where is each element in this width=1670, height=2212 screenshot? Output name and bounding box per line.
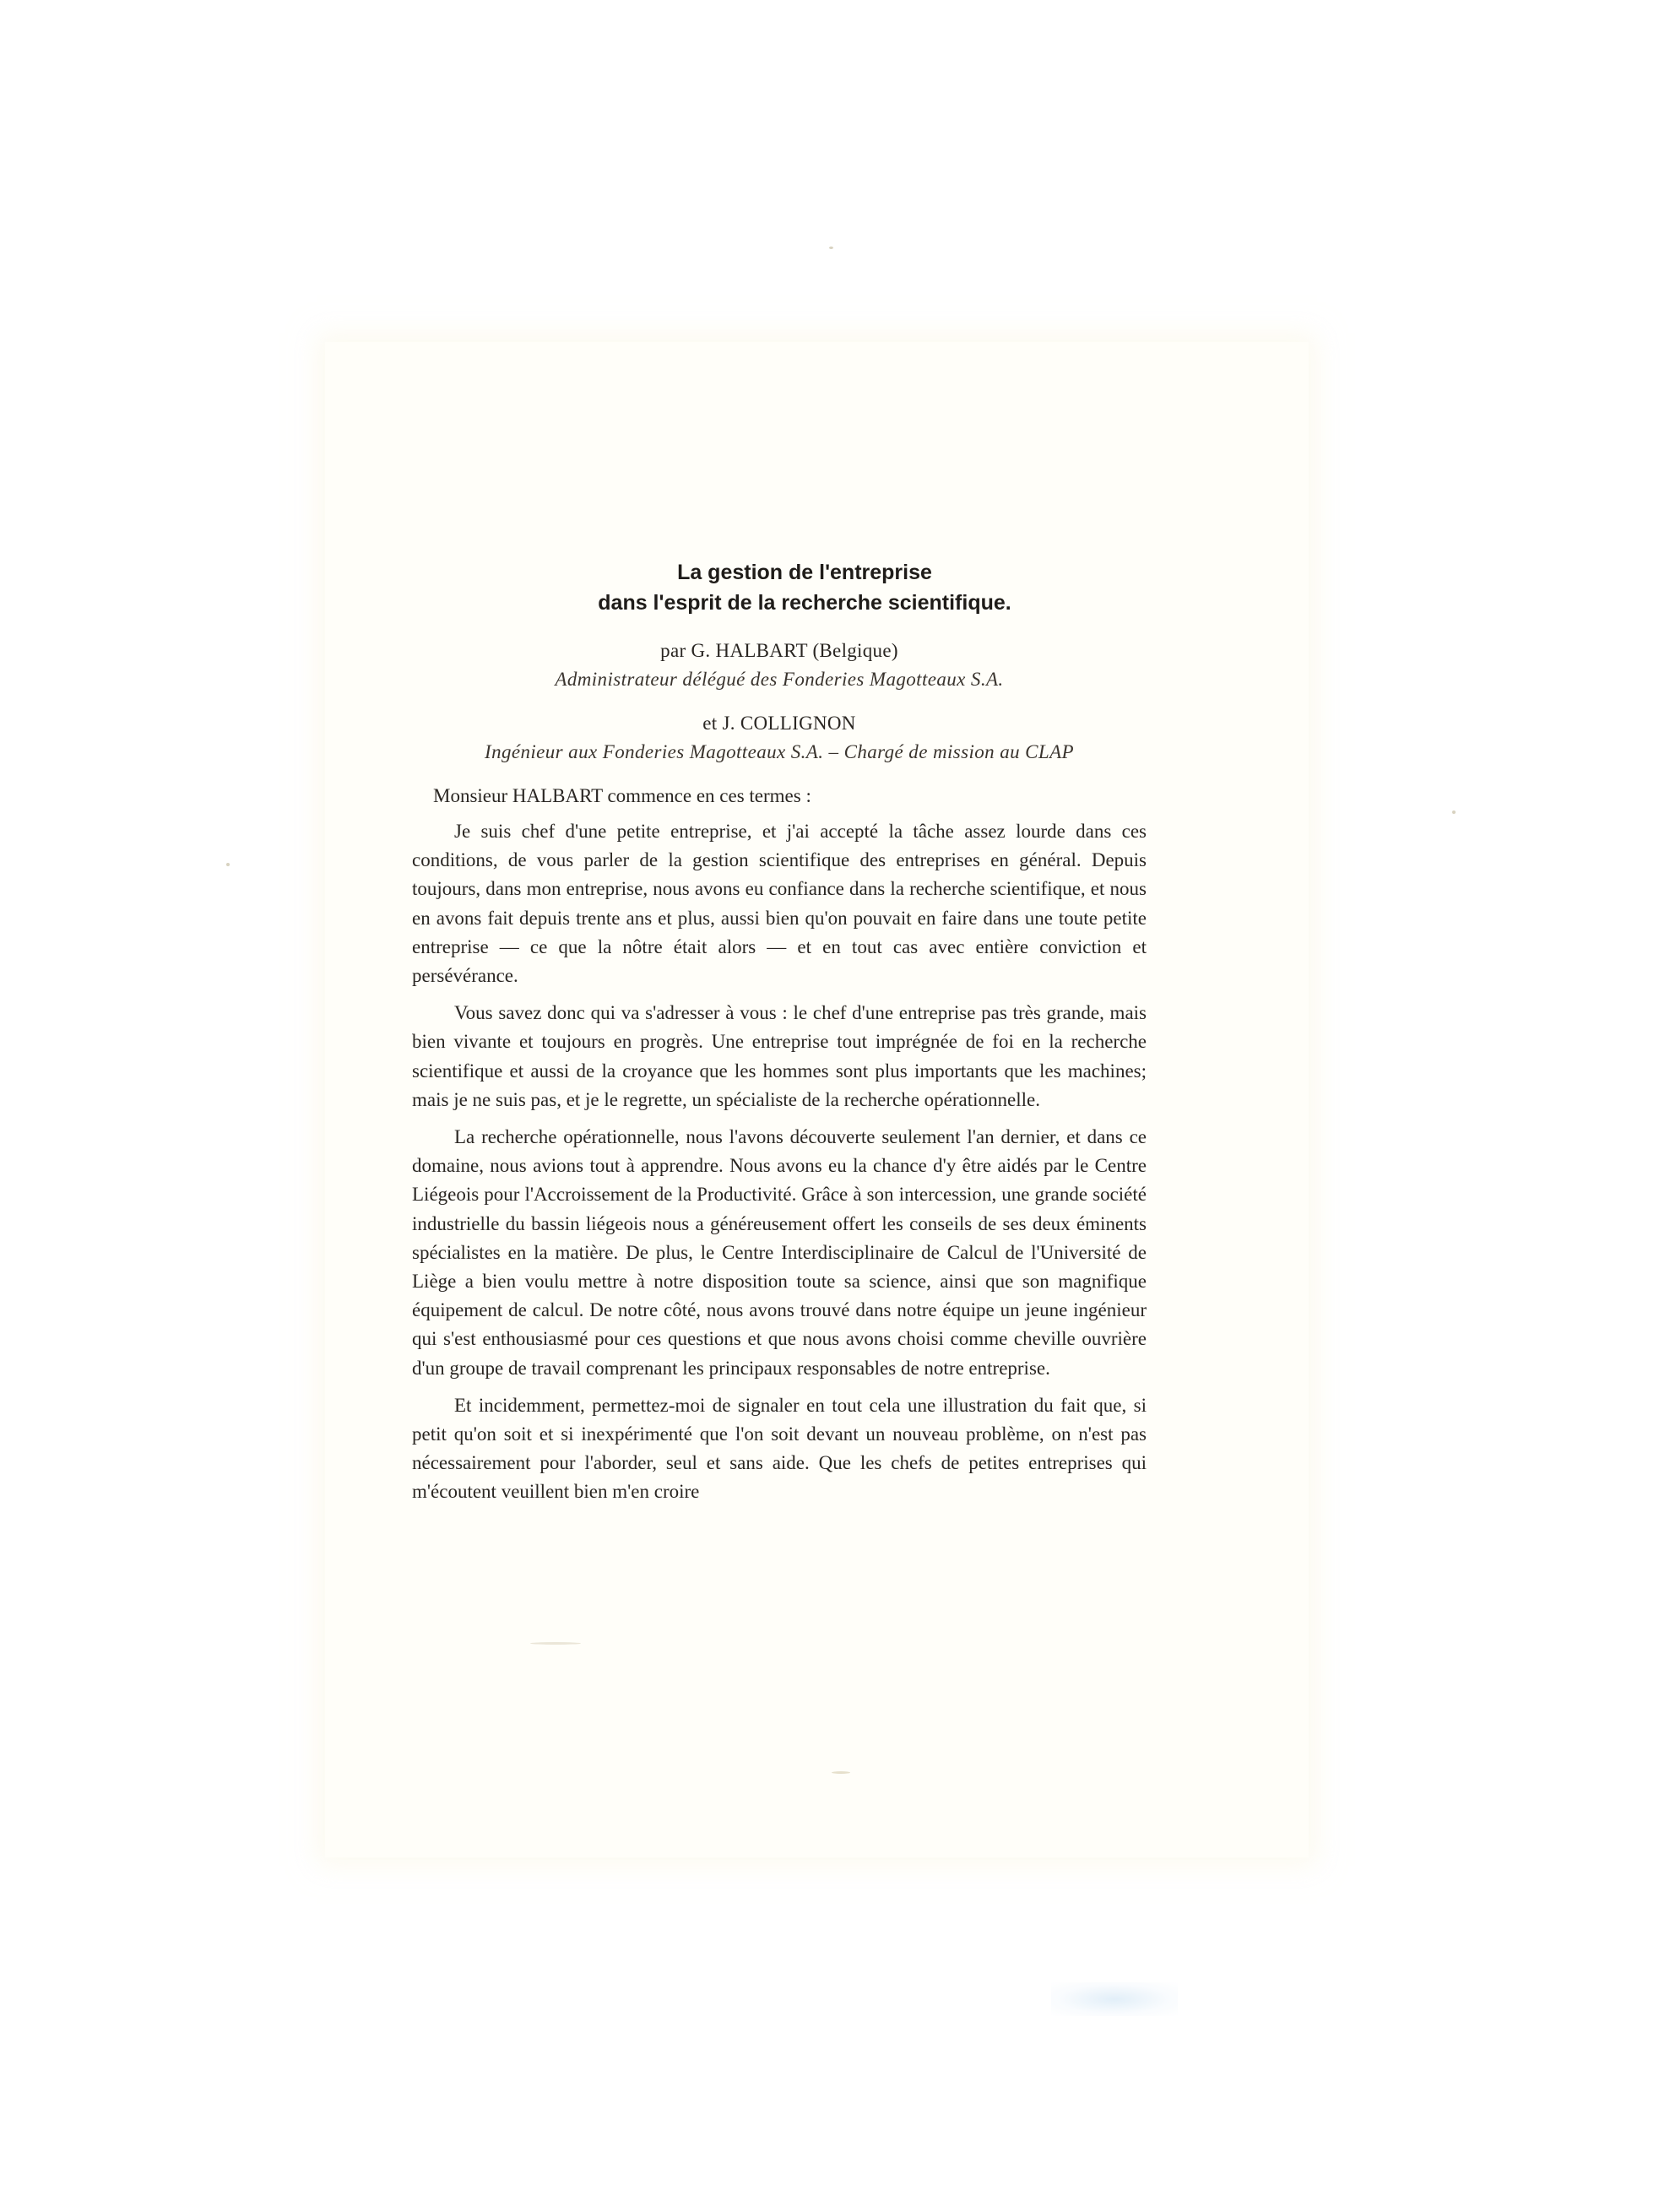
paragraph-3: La recherche opérationnelle, nous l'avons découverte seulement l'an dernier, et dans ce domaine, nous avions tout à apprendre. Nous avons eu la chance d'y être aidés par le Centre Liégeois pour l'Accroissement de la Productivité. Grâce à son intercession, une grande société industrielle du bassin liégeois nous a généreusement offert les conseils de ses deux éminents spécialistes en la matière. De plus, le Centre Interdisciplinaire de Calcul de l'Université de Liège a bien voulu mettre à notre disposition toute sa science, ainsi que son magnifique équipement de calcul. De notre côté, nous avons trouvé dans notre équipe un jeune ingénieur qui s'est enthousiasmé pour ces questions et que nous avons choisi comme cheville ouvrière d'un groupe de travail comprenant les principaux responsables de notre entreprise. xyxy=(412,1126,1147,1379)
paragraph-1: Je suis chef d'une petite entreprise, et j'ai accepté la tâche assez lourde dans ces conditions, de vous parler de la gestion scientifique des entreprises en général. Depuis toujours, dans mon entreprise, nous avons eu confiance dans la recherche scientifique, et nous en avons fait depuis trente ans et plus, aussi bien qu'on pouvait en faire dans une toute petite entreprise — ce que la nôtre était alors — et en tout cas avec entière conviction et persévérance. xyxy=(412,821,1147,987)
author-2-affiliation: Ingénieur aux Fonderies Magotteaux S.A. – Chargé de mission au CLAP xyxy=(485,741,1074,762)
scan-smudge xyxy=(1051,1982,1178,2016)
article xyxy=(412,557,1147,1515)
paragraph-2: Vous savez donc qui va s'adresser à vous : le chef d'une entreprise pas très grande, mais bien vivante et toujours en progrès. Une entreprise tout imprégnée de foi en la recherche scientifique et aussi de la croyance que les hommes sont plus importants que les machines; mais je ne suis pas, et je le regrette, un spécialiste de la recherche opérationnelle. xyxy=(412,1002,1147,1110)
author-2: et J. COLLIGNON xyxy=(702,713,856,734)
scan-speck xyxy=(832,1771,850,1774)
scan-speck xyxy=(829,247,833,249)
title-line-1: La gestion de l'entreprise xyxy=(677,561,932,584)
author-1-affiliation: Administrateur délégué des Fonderies Magotteaux S.A. xyxy=(555,669,1004,690)
scan-speck xyxy=(226,863,230,866)
author-1: par G. HALBART (Belgique) xyxy=(660,640,898,661)
scan-speck xyxy=(530,1642,581,1645)
intro-line: Monsieur HALBART commence en ces termes : xyxy=(433,785,811,806)
scan-speck xyxy=(1452,811,1456,814)
article-title xyxy=(463,557,1147,618)
paragraph-4: Et incidemment, permettez-moi de signaler en tout cela une illustration du fait que, si petit qu'on soit et si inexpérimenté que l'on soit devant un nouveau problème, on n'est pas nécessairement pour l'aborder, seul et sans aide. Que les chefs de petites entreprises qui m'écoutent veuillent bien m'en croire xyxy=(412,1394,1147,1503)
title-line-2: dans l'esprit de la recherche scientifique. xyxy=(598,591,1011,615)
